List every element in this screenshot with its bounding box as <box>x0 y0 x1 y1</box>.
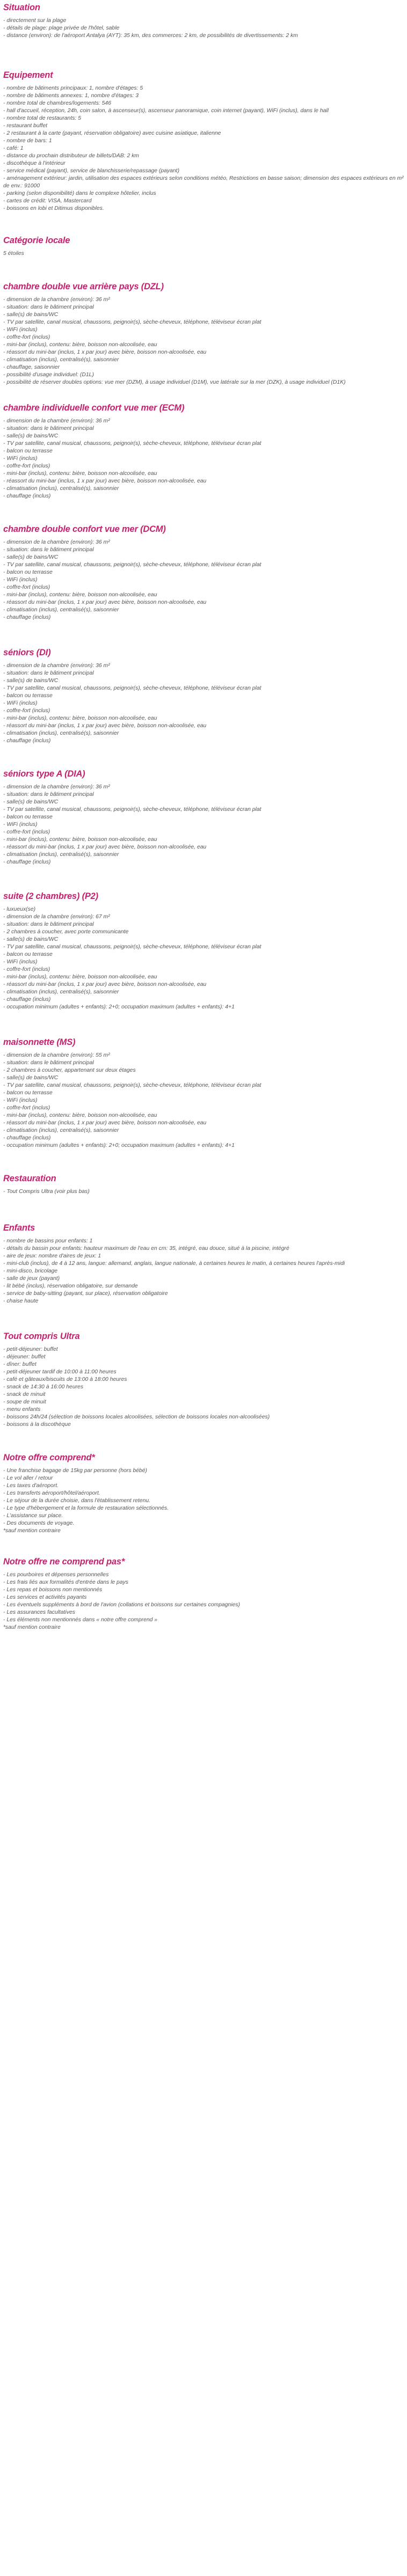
list-item: - café et gâteaux/biscuits de 13:00 à 18:00 heures <box>3 1377 127 1382</box>
list-item: - balcon ou terrasse <box>3 569 53 575</box>
list-item: - nombre de bassins pour enfants: 1 <box>3 1238 93 1244</box>
section-title: Notre offre ne comprend pas* <box>3 1557 125 1567</box>
section-chambre-individuelle-confort-vue-mer-ecm <box>3 402 404 500</box>
list-item: - salle de jeux (payant) <box>3 1276 60 1282</box>
section-title: Catégorie locale <box>3 236 70 245</box>
list-item: - cartes de crédit: VISA, Mastercard <box>3 198 92 204</box>
list-item: - aire de jeux: nombre d'aires de jeux: 1 <box>3 1253 101 1259</box>
list-item: - climatisation (inclus), centralisé(s), saisonnier <box>3 357 119 363</box>
list-item: - situation: dans le bâtiment principal <box>3 547 94 553</box>
section-spacer <box>3 386 404 402</box>
list-item: - directement sur la plage <box>3 18 67 24</box>
list-item: - coffre-fort (inclus) <box>3 463 50 469</box>
list-item: - climatisation (inclus), centralisé(s), saisonnier <box>3 607 119 613</box>
list-item: - Le séjour de la durée choisie, dans l'établissement retenu. <box>3 1498 151 1504</box>
list-item: - WiFi (inclus) <box>3 700 38 706</box>
list-item: - balcon ou terrasse <box>3 952 53 957</box>
section-chambre-double-vue-arriere-pays-dzl <box>3 281 404 386</box>
list-item: - dimension de la chambre (environ): 36 m² <box>3 418 110 424</box>
section-seniors-di <box>3 647 404 745</box>
list-item: - service médical (payant), service de blanchisserie/repassage (payant) <box>3 168 180 174</box>
list-item: - climatisation (inclus), centralisé(s), saisonnier <box>3 1128 119 1133</box>
list-item: - parking (selon disponibilité) dans le complexe hôtelier, inclus <box>3 191 156 196</box>
list-item: - mini-bar (inclus), contenu: bière, boisson non-alcoolisée, eau <box>3 715 157 721</box>
list-item: - coffre-fort (inclus) <box>3 829 50 835</box>
list-item: - TV par satellite, canal musical, chaussons, peignoir(s), sèche-cheveux, téléphone, téléviseur écran plat <box>3 944 261 950</box>
list-item: - coffre-fort (inclus) <box>3 334 50 340</box>
section-spacer <box>3 500 404 524</box>
list-item: - chaise haute <box>3 1298 39 1304</box>
list-item: - WiFi (inclus) <box>3 822 38 828</box>
list-item: - réassort du mini-bar (inclus, 1 x par jour) avec bière, boisson non-alcoolisée, eau <box>3 349 207 355</box>
list-item: - petit-déjeuner tardif de 10:00 à 11:00 heures <box>3 1369 117 1375</box>
list-item: - Des documents de voyage. <box>3 1520 75 1526</box>
list-item: - situation: dans le bâtiment principal <box>3 426 94 431</box>
list-item: - hall d'accueil, réception, 24h, coin salon, à ascenseur(s), ascenseur panoramique, coin internet (payant), WiFi (inclus), dans le hall <box>3 108 329 114</box>
list-item: - climatisation (inclus), centralisé(s), saisonnier <box>3 730 119 736</box>
section-tout-compris-ultra <box>3 1331 404 1429</box>
list-item: - balcon ou terrasse <box>3 448 53 454</box>
section-title: chambre double confort vue mer (DCM) <box>3 524 166 534</box>
list-item: *sauf mention contraire <box>3 1624 61 1630</box>
list-item: - balcon ou terrasse <box>3 814 53 820</box>
list-item: - réassort du mini-bar (inclus, 1 x par jour) avec bière, boisson non-alcoolisée, eau <box>3 723 207 729</box>
list-item: - L'assistance sur place. <box>3 1513 63 1519</box>
list-item: - mini-bar (inclus), contenu: bière, boisson non-alcoolisée, eau <box>3 1113 157 1118</box>
list-item: - restaurant buffet <box>3 123 48 129</box>
list-item: - Les transferts aéroport/hôtel/aéroport. <box>3 1490 100 1496</box>
section-title: chambre individuelle confort vue mer (ECM) <box>3 403 185 413</box>
list-item: - Les services et activités payants <box>3 1594 87 1600</box>
list-item: - chauffage (inclus) <box>3 1135 51 1141</box>
section-spacer <box>3 258 404 281</box>
list-item: - déjeuner: buffet <box>3 1354 46 1360</box>
section-enfants <box>3 1223 404 1305</box>
list-item: - Le type d'hébergement et la formule de restauration sélectionnés. <box>3 1505 169 1511</box>
section-maisonnette-ms <box>3 1037 404 1150</box>
section-chambre-double-confort-vue-mer-dcm <box>3 524 404 621</box>
list-item: - TV par satellite, canal musical, chaussons, peignoir(s), sèche-cheveux, téléphone, téléviseur écran plat <box>3 319 261 325</box>
section-suite-2-chambres-p2 <box>3 891 404 1011</box>
list-item: - boissons 24h/24 (sélection de boissons locales alcoolisées, sélection de boissons locales non-alcoolisées) <box>3 1414 270 1420</box>
section-spacer <box>3 866 404 891</box>
list-item: - TV par satellite, canal musical, chaussons, peignoir(s), sèche-cheveux, téléphone, téléviseur écran plat <box>3 562 261 568</box>
list-item: - dîner: buffet <box>3 1362 37 1367</box>
list-item: - chauffage (inclus) <box>3 493 51 499</box>
list-item: - salle(s) de bains/WC <box>3 1075 59 1081</box>
list-item: - situation: dans le bâtiment principal <box>3 792 94 797</box>
section-title: séniors (DI) <box>3 648 51 657</box>
list-item: - boissons en lobi et Ditimus disponibles. <box>3 206 104 211</box>
list-item: - snack de 14:30 à 16:00 heures <box>3 1384 84 1390</box>
list-item: - réassort du mini-bar (inclus, 1 x par jour) avec bière, boisson non-alcoolisée, eau <box>3 599 207 605</box>
list-item: - nombre total de chambres/logements: 546 <box>3 100 111 106</box>
list-item: - boissons à la discothèque <box>3 1422 71 1428</box>
list-item: - Les assurances facultatives <box>3 1609 75 1615</box>
list-item: - salle(s) de bains/WC <box>3 678 59 684</box>
list-item: - nombre de bars: 1 <box>3 138 52 144</box>
section-spacer <box>3 1011 404 1037</box>
list-item: - Les éléments non mentionnés dans « notre offre comprend » <box>3 1617 158 1623</box>
list-item: - WiFi (inclus) <box>3 577 38 583</box>
section-title: Notre offre comprend* <box>3 1453 95 1462</box>
list-item: - luxueux(se) <box>3 906 36 912</box>
list-item: - coffre-fort (inclus) <box>3 967 50 972</box>
section-spacer <box>3 1429 404 1452</box>
list-item: - chauffage, saisonnier <box>3 364 60 370</box>
list-item: - service de baby-sitting (payant, sur place), réservation obligatoire <box>3 1291 168 1297</box>
list-item: - climatisation (inclus), centralisé(s), saisonnier <box>3 989 119 995</box>
list-item: - possibilité d'usage individuel: (D1L) <box>3 372 94 378</box>
list-item: - chauffage (inclus) <box>3 614 51 620</box>
list-item: - dimension de la chambre (environ): 36 m² <box>3 297 110 303</box>
list-item: - dimension de la chambre (environ): 36 m² <box>3 784 110 790</box>
list-item: - menu enfants <box>3 1407 41 1413</box>
list-item: - mini-bar (inclus), contenu: bière, boisson non-alcoolisée, eau <box>3 342 157 348</box>
section-title: Equipement <box>3 70 53 80</box>
list-item: - dimension de la chambre (environ): 67 m² <box>3 914 110 920</box>
list-item: - détails du bassin pour enfants: hauteur maximum de l'eau en cm: 35, intégré, eau douce, situé à la piscine, intégré <box>3 1246 289 1252</box>
list-item: - WiFi (inclus) <box>3 456 38 462</box>
list-item: - mini-bar (inclus), contenu: bière, boisson non-alcoolisée, eau <box>3 974 157 980</box>
list-item: - discothèque à l'intérieur <box>3 160 66 166</box>
list-item: - Une franchise bagage de 15kg par personne (hors bébé) <box>3 1468 148 1474</box>
list-item: - possibilité de réserver doubles options: vue mer (DZM), à usage individuel (D1M), vue latérale sur la mer (DZK), à usage individuel (D1K) <box>3 379 346 385</box>
list-item: - dimension de la chambre (environ): 55 m² <box>3 1052 110 1058</box>
section-title: Restauration <box>3 1174 56 1183</box>
list-item: - 2 chambres à coucher, appartenant sur deux étages <box>3 1067 136 1073</box>
section-notre-offre-comprend <box>3 1452 404 1535</box>
list-item: - 2 restaurant à la carte (payant, réservation obligatoire) avec cuisine asiatique, italienne <box>3 130 221 136</box>
list-item: - balcon ou terrasse <box>3 693 53 699</box>
list-item: - dimension de la chambre (environ): 36 m² <box>3 539 110 545</box>
list-item: - salle(s) de bains/WC <box>3 312 59 318</box>
section-spacer <box>3 213 404 235</box>
section-title: Situation <box>3 3 40 12</box>
section-title: séniors type A (DIA) <box>3 769 85 779</box>
list-item: - mini-bar (inclus), contenu: bière, boisson non-alcoolisée, eau <box>3 592 157 598</box>
list-item: - mini-bar (inclus), contenu: bière, boisson non-alcoolisée, eau <box>3 471 157 477</box>
list-item: - occupation minimum (adultes + enfants): 2+0; occupation maximum (adultes + enfants): 4+1 <box>3 1143 235 1148</box>
list-item: - WiFi (inclus) <box>3 327 38 333</box>
list-item: - situation: dans le bâtiment principal <box>3 670 94 676</box>
section-equipement <box>3 70 404 213</box>
list-item: - occupation minimum (adultes + enfants): 2+0; occupation maximum (adultes + enfants): 4+1 <box>3 1004 235 1010</box>
section-seniors-type-a-dia <box>3 769 404 866</box>
list-item: - situation: dans le bâtiment principal <box>3 1060 94 1066</box>
list-item: - chauffage (inclus) <box>3 997 51 1002</box>
list-item: - 2 chambres à coucher, avec porte communicante <box>3 929 129 935</box>
list-item: - chauffage (inclus) <box>3 738 51 744</box>
section-title: Enfants <box>3 1223 35 1233</box>
list-item: - Le vol aller / retour <box>3 1475 53 1481</box>
section-spacer <box>3 745 404 769</box>
list-item: - TV par satellite, canal musical, chaussons, peignoir(s), sèche-cheveux, téléphone, téléviseur écran plat <box>3 441 261 447</box>
section-title: Tout compris Ultra <box>3 1331 80 1341</box>
list-item: - dimension de la chambre (environ): 36 m² <box>3 663 110 669</box>
list-item: - Les repas et boissons non mentionnés <box>3 1587 103 1593</box>
list-item: - réassort du mini-bar (inclus, 1 x par jour) avec bière, boisson non-alcoolisée, eau <box>3 982 207 987</box>
list-item: - chauffage (inclus) <box>3 859 51 865</box>
list-item: - aménagement extérieur: jardin, utilisation des espaces extérieurs selon conditions météo, Restrictions en basse saison; dimension des espaces extérieurs en m² de env.: 91000 <box>3 175 404 189</box>
section-spacer <box>3 1535 404 1556</box>
list-item: - distance du prochain distributeur de billets/DAB: 2 km <box>3 153 139 159</box>
list-item: - coffre-fort (inclus) <box>3 708 50 714</box>
list-item: - mini-club (inclus), de 4 à 12 ans, langue: allemand, anglais, langue nationale, à certaines heures le matin, à certaines heures l'après-midi <box>3 1261 345 1267</box>
list-item: - soupe de minuit <box>3 1399 46 1405</box>
list-item: - Tout Compris Ultra (voir plus bas) <box>3 1189 90 1195</box>
list-item: - balcon ou terrasse <box>3 1090 53 1096</box>
list-item: - WiFi (inclus) <box>3 959 38 965</box>
list-item: - nombre de bâtiments principaux: 1, nombre d'étages: 5 <box>3 85 143 91</box>
list-item: - snack de minuit <box>3 1392 46 1397</box>
section-categorie-locale <box>3 235 404 258</box>
list-item: *sauf mention contraire <box>3 1528 61 1534</box>
list-item: - réassort du mini-bar (inclus, 1 x par jour) avec bière, boisson non-alcoolisée, eau <box>3 844 207 850</box>
list-item: - coffre-fort (inclus) <box>3 1105 50 1111</box>
list-item: - lit bébé (inclus), réservation obligatoire, sur demande <box>3 1283 138 1289</box>
list-item: - TV par satellite, canal musical, chaussons, peignoir(s), sèche-cheveux, téléphone, téléviseur écran plat <box>3 807 261 813</box>
section-spacer <box>3 621 404 647</box>
list-item: - petit-déjeuner: buffet <box>3 1346 58 1352</box>
list-item: - situation: dans le bâtiment principal <box>3 921 94 927</box>
section-spacer <box>3 40 404 70</box>
section-spacer <box>3 1305 404 1331</box>
list-item: 5 étoiles <box>3 251 24 257</box>
list-item: - salle(s) de bains/WC <box>3 799 59 805</box>
section-spacer <box>3 1196 404 1223</box>
list-item: - nombre de bâtiments annexes: 1, nombre d'étages: 3 <box>3 93 139 99</box>
section-title: maisonnette (MS) <box>3 1037 76 1047</box>
list-item: - salle(s) de bains/WC <box>3 936 59 942</box>
list-item: - TV par satellite, canal musical, chaussons, peignoir(s), sèche-cheveux, téléphone, téléviseur écran plat <box>3 1082 261 1088</box>
list-item: - Les pourboires et dépenses personnelles <box>3 1572 109 1578</box>
list-item: - salle(s) de bains/WC <box>3 554 59 560</box>
list-item: - distance (environ): de l'aéroport Antalya (AYT): 35 km, des commerces: 2 km, de possibilités de divertissements: 2 km <box>3 33 298 39</box>
list-item: - réassort du mini-bar (inclus, 1 x par jour) avec bière, boisson non-alcoolisée, eau <box>3 1120 207 1126</box>
list-item: - coffre-fort (inclus) <box>3 584 50 590</box>
list-item: - TV par satellite, canal musical, chaussons, peignoir(s), sèche-cheveux, téléphone, téléviseur écran plat <box>3 685 261 691</box>
list-item: - situation: dans le bâtiment principal <box>3 304 94 310</box>
section-title: chambre double vue arrière pays (DZL) <box>3 282 164 291</box>
list-item: - réassort du mini-bar (inclus, 1 x par jour) avec bière, boisson non-alcoolisée, eau <box>3 478 207 484</box>
section-spacer <box>3 1150 404 1173</box>
list-item: - café: 1 <box>3 145 24 151</box>
list-item: - Les éventuels suppléments à bord de l'avion (collations et boissons sur certaines compagnies) <box>3 1602 240 1608</box>
list-item: - Les frais liés aux formalités d'entrée dans le pays <box>3 1579 128 1585</box>
list-item: - nombre total de restaurants: 5 <box>3 115 81 121</box>
list-item: - mini-disco, bricolage <box>3 1268 58 1274</box>
section-situation <box>3 2 404 40</box>
section-restauration <box>3 1173 404 1196</box>
list-item: - climatisation (inclus), centralisé(s), saisonnier <box>3 486 119 492</box>
list-item: - WiFi (inclus) <box>3 1097 38 1103</box>
section-notre-offre-ne-comprend-pas <box>3 1556 404 1631</box>
list-item: - climatisation (inclus), centralisé(s), saisonnier <box>3 852 119 858</box>
list-item: - Les taxes d'aéroport. <box>3 1483 59 1489</box>
list-item: - salle(s) de bains/WC <box>3 433 59 439</box>
section-title: suite (2 chambres) (P2) <box>3 891 98 901</box>
list-item: - détails de plage: plage privée de l'hôtel, sable <box>3 25 120 31</box>
list-item: - mini-bar (inclus), contenu: bière, boisson non-alcoolisée, eau <box>3 837 157 843</box>
